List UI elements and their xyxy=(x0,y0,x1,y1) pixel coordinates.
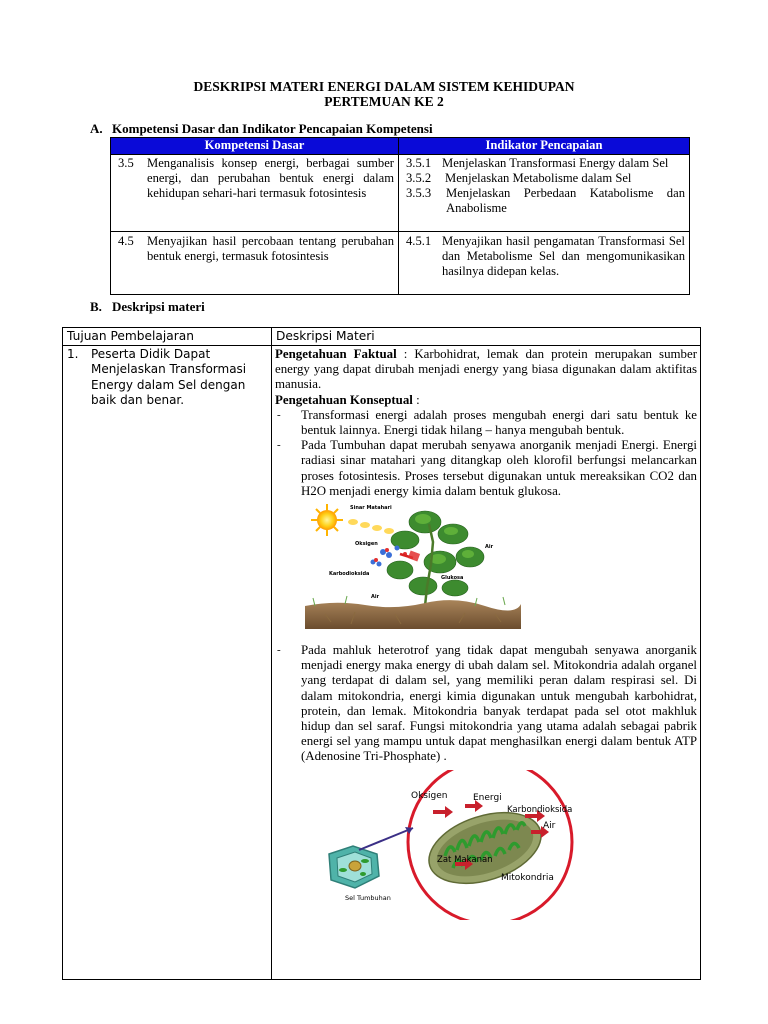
kd-column-header: Kompetensi Dasar xyxy=(111,138,399,155)
faktual-paragraph: Pengetahuan Faktual : Karbohidrat, lemak dan protein merupakan sumber energy yang dapat dirubah menjadi energy yang biasa digunakan dalam aktifitas manusia. xyxy=(275,347,698,392)
indicator-text: Menyajikan hasil pengamatan Transformasi Sel dan Metabolisme Sel dan mengomunikasikan hasilnya didepan kelas. xyxy=(442,234,685,278)
co2-label: Karbodioksida xyxy=(329,571,370,578)
section-a-heading: A. Kompetensi Dasar dan Indikator Pencapaian Kompetensi xyxy=(90,121,433,136)
indicator-text: Menjelaskan Perbedaan Katabolisme dan Anabolisme xyxy=(446,186,685,215)
konseptual-heading: Pengetahuan Konseptual : xyxy=(275,392,420,407)
competency-table xyxy=(110,137,690,295)
mitochondria-image xyxy=(315,770,585,920)
indicator-text: Menjelaskan Transformasi Energy dalam Sel xyxy=(442,156,669,170)
root-water-label: Air xyxy=(371,594,380,601)
indicator-column-header: Indikator Pencapaian xyxy=(399,138,690,155)
mito-oxygen-label: Oksigen xyxy=(411,790,448,801)
mito-energy-label: Energi xyxy=(473,792,502,803)
sun-label: Sinar Matahari xyxy=(350,505,392,512)
description-table xyxy=(62,327,701,980)
indicator-cell: 4.5.1 Menyajikan hasil pengamatan Transformasi Sel dan Metabolisme Sel dan mengomunikasikan hasilnya didepan kelas. xyxy=(399,232,690,295)
tujuan-cell: 1. Peserta Didik Dapat Menjelaskan Transformasi Energy dalam Sel dengan baik dan benar. xyxy=(63,346,272,980)
title-line-1: DESKRIPSI MATERI ENERGI DALAM SISTEM KEHIDUPAN xyxy=(193,79,575,94)
air-label: Air xyxy=(485,544,494,551)
title-line-2: PERTEMUAN KE 2 xyxy=(324,94,444,109)
bullet-item: - Pada Tumbuhan dapat merubah senyawa anorganik menjadi Energi. Energi radiasi sinar matahari yang ditangkap oleh klorofil berfungsi melancarkan proses fotosintesis. Proses tersebut digunakan untuk mereaksikan CO2 dan H2O menjadi energy kimia dalam bentuk glukosa. xyxy=(277,438,697,498)
mito-water-label: Air xyxy=(543,820,556,831)
kd-cell: 3.5 Menganalisis konsep energi, berbagai sumber energi, dan perubahan bentuk energi dalam kehidupan sehari-hari termasuk fotosintesis xyxy=(111,155,399,232)
glucose-label: Glukosa xyxy=(441,575,464,582)
document-title xyxy=(0,79,768,109)
tujuan-text: Peserta Didik Dapat Menjelaskan Transformasi Energy dalam Sel dengan baik dan benar. xyxy=(91,347,247,407)
tujuan-column-header: Tujuan Pembelajaran xyxy=(63,328,272,346)
deskripsi-cell xyxy=(272,346,701,980)
bullet-item: - Pada mahluk heterotrof yang tidak dapat mengubah senyawa anorganik menjadi energy maka energy di ubah dalam sel. Mitokondria adalah organel yang terdapat di dalam sel, yang memiliki peran dalam respirasi sel. Di dalam mitokondria, energi kimia digunakan untuk mengubah karbohidrat, protein, dan lemak. Mitokondria banyak terdapat pada sel otot makhluk hidup dan sel saraf. Fungsi mitokondria yang utama adalah sebagai pabrik energi sel yang mampu untuk dapat menghasilkan energi dalam bentuk ATP (Adenosine Tri-Phosphate) . xyxy=(277,643,697,764)
oxygen-label: Oksigen xyxy=(355,541,378,548)
mito-food-label: Zat Makanan xyxy=(437,854,493,865)
kd-text: Menyajikan hasil percobaan tentang perubahan bentuk energi, termasuk fotosintesis xyxy=(147,234,394,263)
plant-cell-label: Sel Tumbuhan xyxy=(345,893,391,902)
photosynthesis-image xyxy=(305,502,521,629)
mito-name-label: Mitokondria xyxy=(501,872,554,883)
mito-co2-label: Karbondioksida xyxy=(507,804,573,815)
kd-cell: 4.5 Menyajikan hasil percobaan tentang perubahan bentuk energi, termasuk fotosintesis xyxy=(111,232,399,295)
indicator-text: Menjelaskan Metabolisme dalam Sel xyxy=(445,171,632,185)
section-b-heading: B. Deskripsi materi xyxy=(90,299,205,314)
deskripsi-column-header: Deskripsi Materi xyxy=(272,328,701,346)
kd-text: Menganalisis konsep energi, berbagai sumber energi, dan perubahan bentuk energi dalam kehidupan sehari-hari termasuk fotosintesis xyxy=(147,156,394,200)
bullet-item: - Transformasi energi adalah proses mengubah energi dari satu bentuk ke bentuk lainnya. Energi tidak hilang – hanya mengubah bentuk. xyxy=(277,407,697,438)
indicator-cell: 3.5.1 Menjelaskan Transformasi Energy dalam Sel 3.5.2 Menjelaskan Metabolisme dalam Sel 3.5.3 Menjelaskan Perbedaan Katabolisme dan Anabolisme xyxy=(399,155,690,232)
